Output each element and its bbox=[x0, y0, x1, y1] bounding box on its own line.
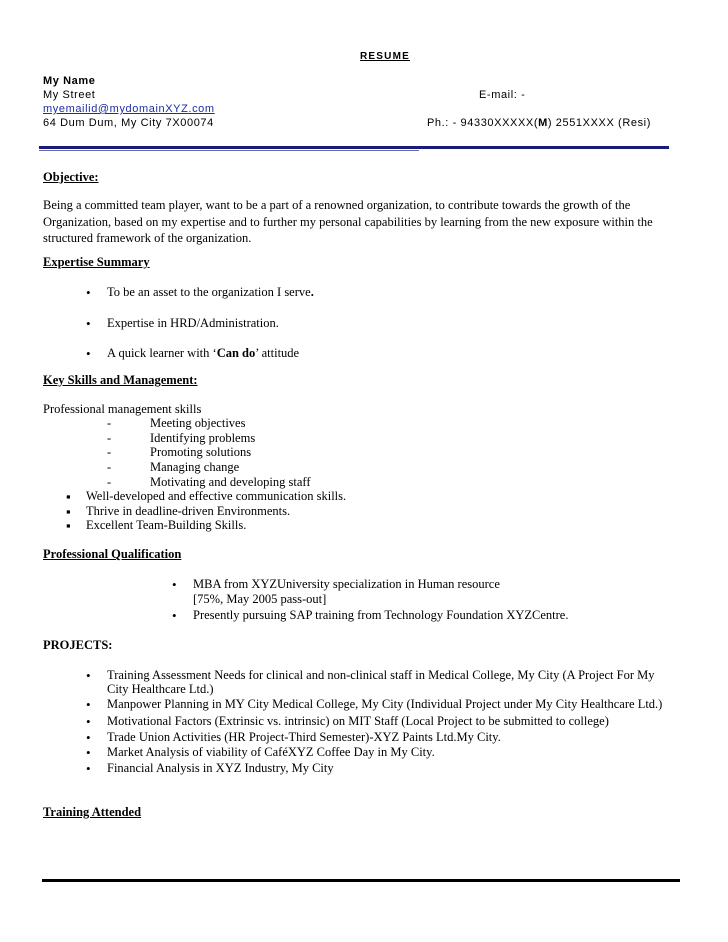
applicant-name: My Name bbox=[43, 75, 96, 87]
projects-heading: PROJECTS: bbox=[43, 638, 113, 652]
qualification-heading: Professional Qualification bbox=[43, 547, 182, 561]
skills-dash: - bbox=[107, 431, 112, 445]
skills-dash: - bbox=[107, 460, 112, 474]
project-item: • Manpower Planning in MY City Medical College, My City (Individual Project under My City Healthcare Ltd.) bbox=[107, 697, 662, 712]
skills-dash-item: Motivating and developing staff bbox=[150, 475, 311, 489]
phone-mobile-marker: M bbox=[538, 117, 548, 129]
expertise-item bbox=[107, 346, 299, 361]
skills-dash-item: Promoting solutions bbox=[150, 445, 252, 459]
skills-square-item: ▪ Thrive in deadline-driven Environments. bbox=[86, 504, 290, 519]
qualification-item: • Presently pursuing SAP training from Technology Foundation XYZCentre. bbox=[193, 608, 568, 623]
email-label: E-mail: - bbox=[479, 89, 526, 101]
phone-numbers bbox=[427, 117, 651, 129]
qualification-item-detail: [75%, May 2005 pass-out] bbox=[193, 592, 327, 606]
skills-dash-item: Identifying problems bbox=[150, 431, 256, 445]
objective-heading: Objective: bbox=[43, 170, 99, 184]
resume-title: RESUME bbox=[360, 51, 410, 62]
expertise-item bbox=[107, 285, 314, 300]
training-heading: Training Attended bbox=[43, 805, 142, 819]
objective-text: Being a committed team player, want to be a part of a renowned organization, to contribute towards the growth of the Organization, based on my expertise and to further my personal capabilities by learning from the new exposure within the structured framework of the organization. bbox=[43, 198, 653, 245]
header-divider bbox=[39, 146, 669, 149]
skills-heading: Key Skills and Management: bbox=[43, 373, 198, 387]
project-item: • Trade Union Activities (HR Project-Third Semester)-XYZ Paints Ltd.My City. bbox=[107, 730, 501, 745]
expertise-item-text: To be an asset to the organization I serve bbox=[107, 285, 311, 299]
expertise-item-post: ’ attitude bbox=[255, 346, 300, 360]
skills-dash: - bbox=[107, 445, 112, 459]
skills-dash-item: Managing change bbox=[150, 460, 240, 474]
expertise-item-period: . bbox=[310, 285, 314, 299]
footer-divider bbox=[42, 879, 680, 882]
expertise-item-pre: A quick learner with ‘ bbox=[107, 346, 217, 360]
skills-dash-item: Meeting objectives bbox=[150, 416, 246, 430]
project-item: • Market Analysis of viability of CaféXYZ Coffee Day in My City. bbox=[107, 745, 435, 760]
expertise-item: • Expertise in HRD/Administration. bbox=[107, 316, 279, 331]
project-item-continuation: City Healthcare Ltd.) bbox=[107, 682, 214, 696]
skills-square-item: ▪ Well-developed and effective communication skills. bbox=[86, 489, 346, 504]
skills-intro: Professional management skills bbox=[43, 402, 202, 416]
qualification-item: • MBA from XYZUniversity specialization in Human resource bbox=[193, 577, 500, 592]
expertise-heading: Expertise Summary bbox=[43, 255, 150, 269]
skills-dash: - bbox=[107, 416, 112, 430]
project-item: • Motivational Factors (Extrinsic vs. intrinsic) on MIT Staff (Local Project to be submitted to college) bbox=[107, 714, 609, 729]
email-link[interactable]: myemailid@mydomainXYZ.com bbox=[43, 103, 215, 115]
skills-dash: - bbox=[107, 475, 112, 489]
project-item: • Financial Analysis in XYZ Industry, My City bbox=[107, 761, 334, 776]
street-address: My Street bbox=[43, 89, 96, 101]
skills-square-item: ▪ Excellent Team-Building Skills. bbox=[86, 518, 246, 533]
header-divider-secondary bbox=[39, 150, 419, 151]
project-item: • Training Assessment Needs for clinical and non-clinical staff in Medical College, My City (A Project For My bbox=[107, 668, 655, 683]
phone-suffix: ) 2551XXXX (Resi) bbox=[547, 117, 651, 129]
expertise-item-bold: Can do bbox=[216, 346, 256, 360]
city-address: 64 Dum Dum, My City 7X00074 bbox=[43, 117, 214, 129]
phone-prefix: Ph.: - 94330XXXXX( bbox=[427, 117, 539, 129]
